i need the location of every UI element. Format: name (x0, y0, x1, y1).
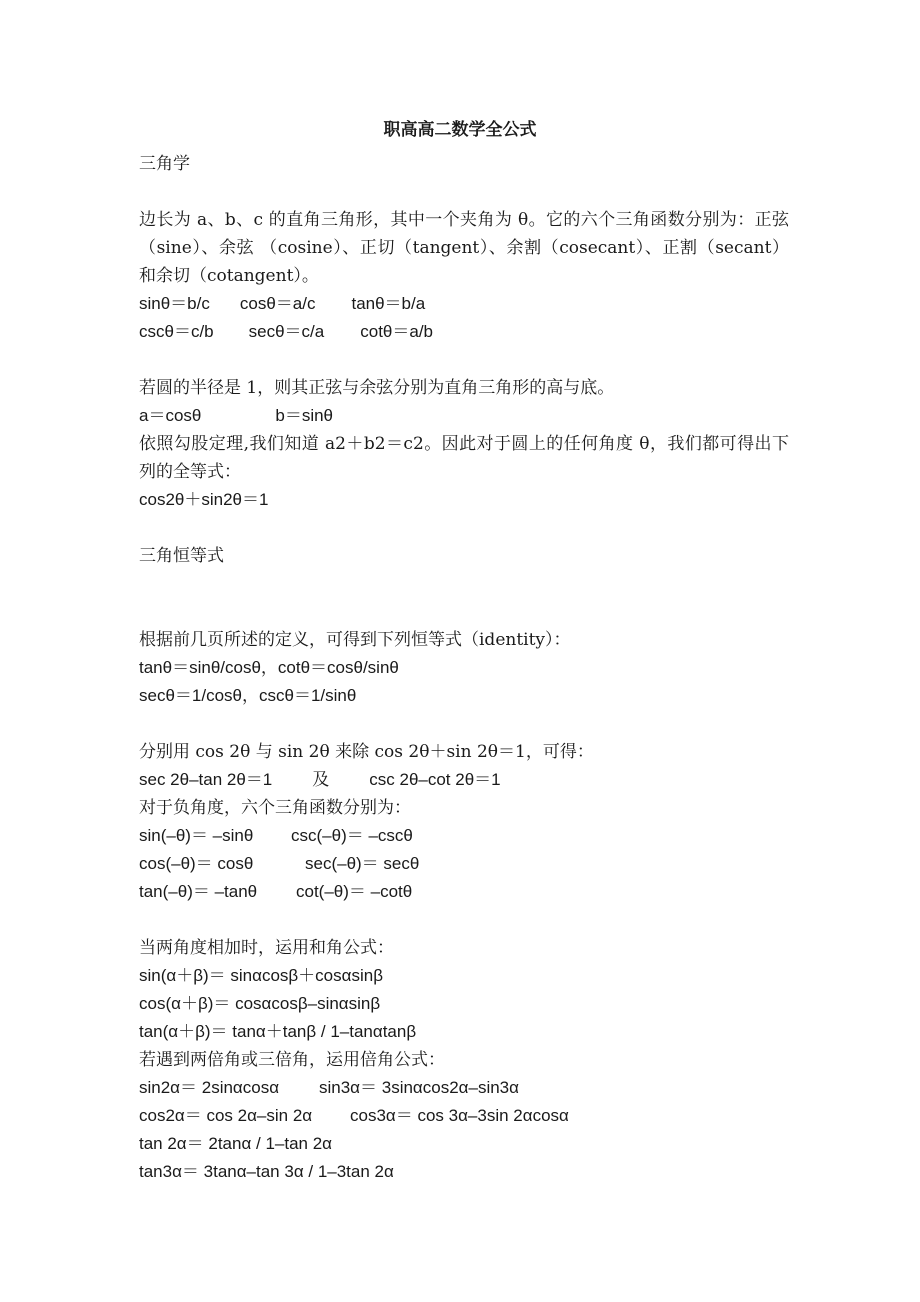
and-conjunction: 及 (312, 770, 330, 790)
circle-equations (139, 402, 789, 430)
csc-cot-identity: csc 2θ–cot 2θ＝1 (369, 770, 501, 789)
sum-sin-formula: sin(α＋β)＝ sinαcosβ＋cosαsinβ (139, 966, 383, 985)
csc-definition: cscθ＝c/b (139, 322, 214, 341)
cos-definition: cosθ＝a/c (239, 294, 316, 313)
definitions-row-1 (139, 290, 789, 318)
tan-definition: tanθ＝b/a (351, 294, 426, 313)
document-body (139, 150, 789, 1186)
sin2a-formula: sin2α＝ 2sinαcosα (139, 1078, 280, 1097)
intro-paragraph: 边长为 a、b、c 的直角三角形，其中一个夹角为 θ。它的六个三角函数分别为：正弦（sine）、余弦 （cosine）、正切（tangent）、余割（cosecant）、正割（secant）和余切（cotangent）。 (139, 210, 789, 286)
sec-negative: sec(–θ)＝ secθ (305, 854, 420, 873)
identity-tan-cot: tanθ＝sinθ/cosθ，cotθ＝cosθ/sinθ (139, 658, 399, 677)
section-heading-trigonometry: 三角学 (139, 154, 190, 174)
section-heading-identities: 三角恒等式 (139, 546, 224, 566)
cos2a-formula: cos2α＝ cos 2α–sin 2α (139, 1106, 313, 1125)
divide-equations (139, 766, 789, 794)
divide-paragraph: 分别用 cos 2θ 与 sin 2θ 来除 cos 2θ＋sin 2θ＝1，可得： (139, 742, 594, 762)
page-title: 职高高二数学全公式 (383, 120, 537, 140)
negative-row-3 (139, 878, 789, 906)
multiple-row-2 (139, 1102, 789, 1130)
negative-row-2 (139, 850, 789, 878)
pythagorean-identity: cos2θ＋sin2θ＝1 (139, 490, 269, 509)
multiple-row-1 (139, 1074, 789, 1102)
sum-tan-formula: tan(α＋β)＝ tanα＋tanβ / 1–tanαtanβ (139, 1022, 417, 1041)
cot-definition: cotθ＝a/b (360, 322, 433, 341)
b-equals-sin: b＝sinθ (275, 406, 334, 425)
cot-negative: cot(–θ)＝ –cotθ (296, 882, 413, 901)
sum-cos-formula: cos(α＋β)＝ cosαcosβ–sinαsinβ (139, 994, 381, 1013)
pythagorean-paragraph: 依照勾股定理,我们知道 a2＋b2＝c2。因此对于圆上的任何角度 θ，我们都可得出下列的全等式： (139, 434, 789, 482)
sin-definition: sinθ＝b/c (139, 294, 210, 313)
cos3a-formula: cos3α＝ cos 3α–3sin 2αcosα (350, 1106, 569, 1125)
sec-definition: secθ＝c/a (248, 322, 325, 341)
identity-sec-csc: secθ＝1/cosθ，cscθ＝1/sinθ (139, 686, 357, 705)
a-equals-cos: a＝cosθ (139, 406, 202, 425)
sin-negative: sin(–θ)＝ –sinθ (139, 826, 254, 845)
circle-paragraph: 若圆的半径是 1，则其正弦与余弦分别为直角三角形的高与底。 (139, 378, 615, 398)
cos-negative: cos(–θ)＝ cosθ (139, 854, 254, 873)
sec-tan-identity: sec 2θ–tan 2θ＝1 (139, 770, 273, 789)
multiple-row-4: tan3α＝ 3tanα–tan 3α / 1–3tan 2α (139, 1162, 394, 1181)
multiple-row-3: tan 2α＝ 2tanα / 1–tan 2α (139, 1134, 332, 1153)
tan-negative: tan(–θ)＝ –tanθ (139, 882, 258, 901)
sin3a-formula: sin3α＝ 3sinαcos2α–sin3α (319, 1078, 519, 1097)
sum-angle-paragraph: 当两角度相加时，运用和角公式： (139, 938, 394, 958)
definitions-row-2 (139, 318, 789, 346)
identity-intro: 根据前几页所述的定义，可得到下列恒等式（identity）： (139, 630, 571, 650)
csc-negative: csc(–θ)＝ –cscθ (291, 826, 413, 845)
negative-row-1 (139, 822, 789, 850)
negative-angle-paragraph: 对于负角度，六个三角函数分别为： (139, 798, 411, 818)
multiple-angle-paragraph: 若遇到两倍角或三倍角，运用倍角公式： (139, 1050, 445, 1070)
